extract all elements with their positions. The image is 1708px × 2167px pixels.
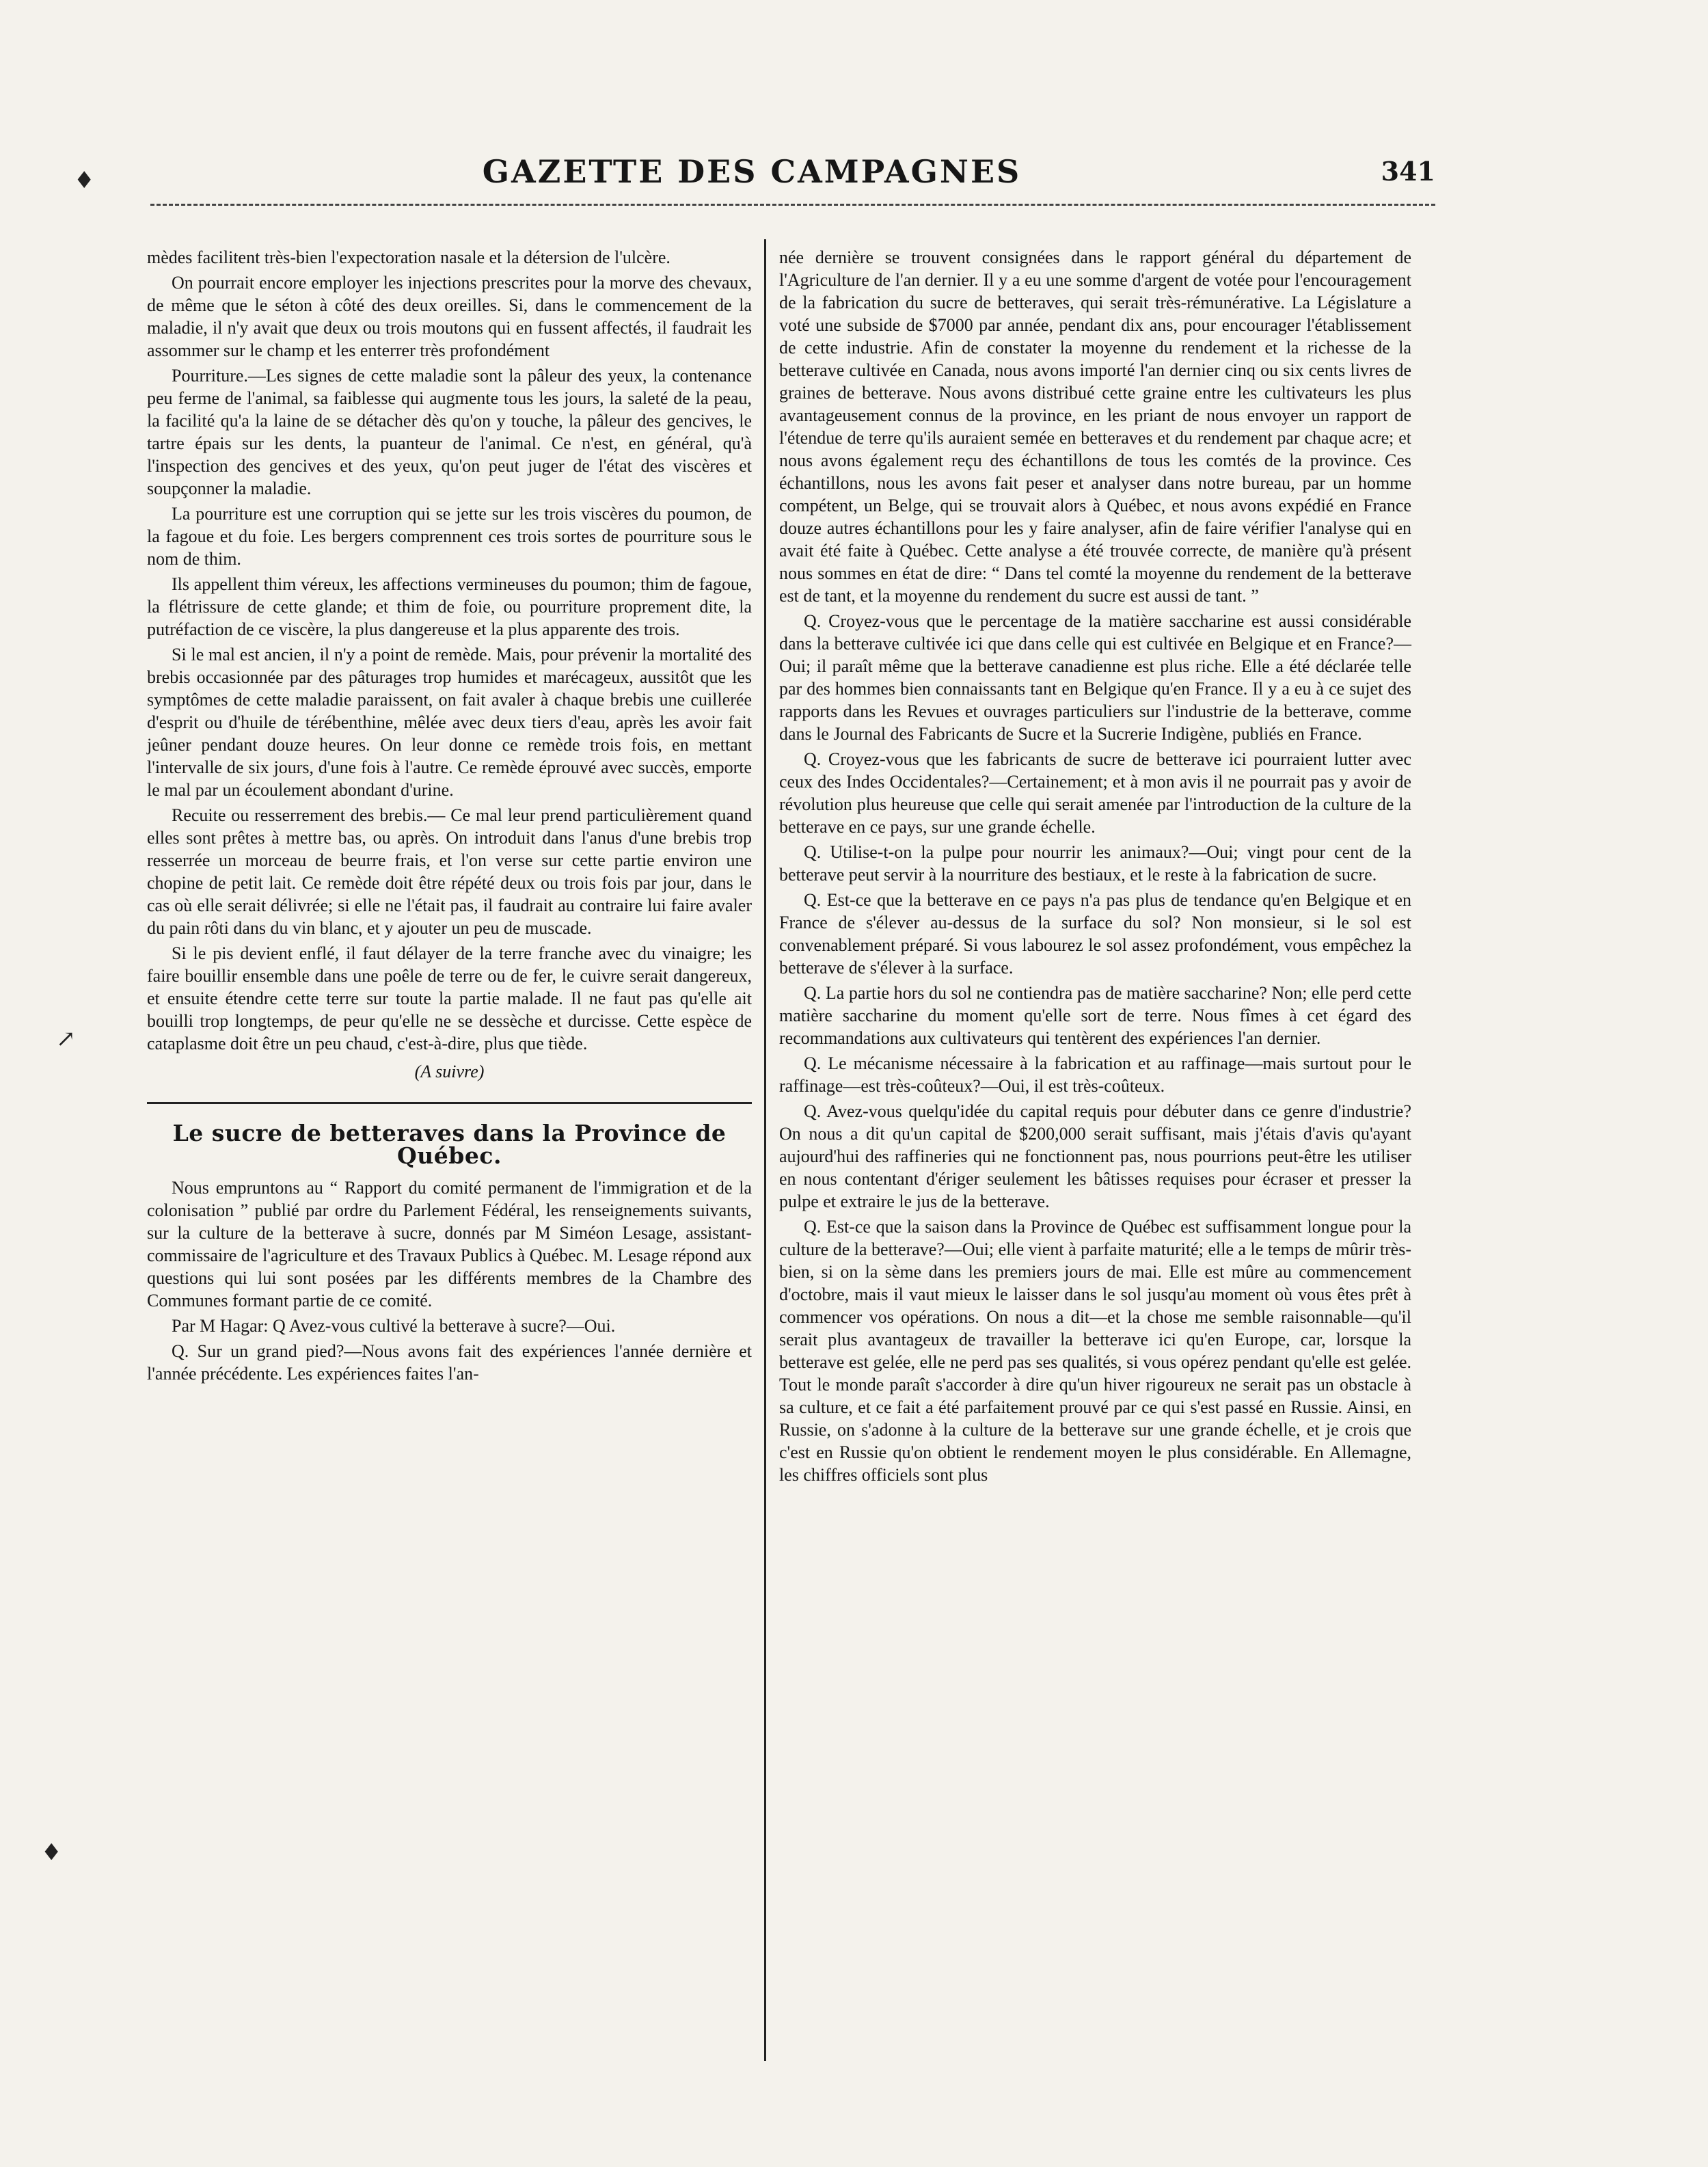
paragraph: Q. Avez-vous quelqu'idée du capital requis pour débuter dans ce genre d'industrie? On nous a dit qu'un capital de $200,000 serait suffisant, mais j'étais d'avis qu'ayant aujourd'hui des raffineries qui ne fonctionnent pas, nous pourrions peut-être les utiliser en nous contentant d'ériger seulement les bâtisses requises pour écraser et presser la pulpe et extraire le jus de la betterave.	[779, 1101, 1411, 1211]
paragraph: Si le pis devient enflé, il faut délayer de la terre franche avec du vinaigre; les faire bouillir ensemble dans une poêle de terre ou de fer, le cuivre serait dangereux, et ensuite étendre cette terre sur toute la partie malade. Il ne faut pas qu'elle ait bouilli trop longtemps, de peur qu'elle ne se dessèche et durcisse. Cette espèce de cataplasme doit être un peu chaud, c'est-à-dire, plus que tiède.	[147, 943, 752, 1053]
paragraph: Q. Le mécanisme nécessaire à la fabrication et au raffinage—mais surtout pour le raffinage—est très-coûteux?—Oui, il est très-coûteux.	[779, 1053, 1411, 1096]
section-divider	[147, 1102, 752, 1104]
paragraph: Q. Croyez-vous que le percentage de la matière saccharine est aussi considérable dans la betterave cultivée ici que dans celle qui est cultivée en Belgique et en France?—Oui; il paraît même que la betterave canadienne est plus riche. Elle a été déclarée telle par des hommes bien connaissants tant en Belgique qu'en France. Il y a eu à ce sujet des rapports dans les Revues et ouvrages particuliers sur l'industrie de la betterave, comme dans le Journal des Fabricants de Sucre et la Sucrerie Indigène, publiés en France.	[779, 611, 1411, 744]
paragraph: La pourriture est une corruption qui se jette sur les trois viscères du poumon, de la fagoue et du foie. Les bergers comprennent ces trois sortes de pourriture sous le nom de thim.	[147, 504, 752, 569]
margin-mark: ↗	[56, 1025, 76, 1053]
paragraph: Nous empruntons au “ Rapport du comité permanent de l'immigration et de la colonisation ” publié par ordre du Parlement Fédéral, les renseignements suivants, sur la culture de la betterave à sucre, donnés par M Siméon Lesage, assistant-commissaire de l'agriculture et des Travaux Publics à Québec. M. Lesage répond aux questions qui lui sont posées par les différents membres de la Chambre des Communes formant partie de ce comité.	[147, 1178, 752, 1310]
paragraph: Q. La partie hors du sol ne contiendra pas de matière saccharine? Non; elle perd cette matière saccharine du moment qu'elle sort de terre. Nous fîmes à cet égard des recommandations aux cultivateurs qui tentèrent des expériences l'an dernier.	[779, 983, 1411, 1048]
right-column	[779, 246, 1411, 1489]
page-header	[68, 153, 1435, 201]
column-separator	[764, 239, 766, 2061]
paragraph: Pourriture.—Les signes de cette maladie sont la pâleur des yeux, la contenance peu ferme de l'animal, sa faiblesse qui augmente tous les jours, la saleté de la peau, la facilité qu'a la laine de se détacher dès qu'on y touche, la pâleur des gencives, le tartre épais sur les dents, la puanteur de l'animal. Ce n'est, en général, qu'à l'inspection des gencives et des yeux, qu'on peut juger de l'état des viscères et soupçonner la maladie.	[147, 366, 752, 498]
paragraph: née dernière se trouvent consignées dans le rapport général du département de l'Agriculture de l'an dernier. Il y a eu une somme d'argent de votée pour l'encouragement de la fabrication du sucre de betteraves, qui serait très-rémunérative. La Législature a voté une subside de $7000 par année, pendant dix ans, pour encourager l'établissement de cette industrie. Afin de constater la moyenne du rendement et la richesse de la betterave cultivée en Canada, nous avons importé l'an dernier cinq ou six cents livres de graines de betterave. Nous avons distribué cette graine entre les cultivateurs les plus avantageusement connus de la province, en les priant de nous envoyer un rapport de l'étendue de terre qu'ils auraient semée en betteraves et du rendement par chaque acre; et nous avons également reçu des échantillons de tous les comtés de la province. Ces échantillons, nous les avons fait peser et analyser dans notre bureau, par un homme compétent, un Belge, qui se trouvait alors à Québec, et nous avons expédié en France douze autres échantillons pour les y faire analyser, afin de faire vérifier l'analyse qui en avait été faite à Québec. Cette analyse a été trouvée correcte, de manière qu'à présent nous sommes en état de dire: “ Dans tel comté la moyenne du rendement de la betterave est de tant, et la moyenne du rendement du sucre est aussi de tant. ”	[779, 247, 1411, 606]
paragraph: Q. Est-ce que la betterave en ce pays n'a pas plus de tendance qu'en Belgique et en France de s'élever au-dessus de la surface du sol? Non monsieur, si le sol est convenablement préparé. Si vous labourez le sol assez profondément, vous empêchez la betterave de s'élever à la surface.	[779, 890, 1411, 978]
paragraph: Q. Sur un grand pied?—Nous avons fait des expériences l'année dernière et l'année précédente. Les expériences faites l'an-	[147, 1341, 752, 1384]
margin-mark: ♦	[74, 167, 95, 194]
to-follow: (A suivre)	[414, 1062, 485, 1081]
paragraph: Si le mal est ancien, il n'y a point de remède. Mais, pour prévenir la mortalité des brebis occasionnée par des pâturages trop humides et marécageux, aussitôt que les symptômes de cette maladie paraissent, on fait avaler à chaque brebis une cuillerée d'esprit ou d'huile de térébenthine, mêlée avec deux tiers d'eau, après les avoir fait jeûner pendant douze heures. On leur donne ce remède trois fois, en mettant l'intervalle de six jours, d'une fois à l'autre. Ce remède éprouvé avec succès, emporte le mal par un écoulement abondant d'urine.	[147, 645, 752, 800]
paragraph: Par M Hagar: Q Avez-vous cultivé la betterave à sucre?—Oui.	[172, 1316, 616, 1336]
article-title: Le sucre de betteraves dans la Province de Québec.	[172, 1120, 727, 1169]
left-column	[147, 246, 752, 1388]
header-rule	[150, 204, 1435, 206]
margin-mark: ♦	[41, 1839, 62, 1866]
paragraph: Recuite ou resserrement des brebis.— Ce mal leur prend particulièrement quand elles sont prêtes à mettre bas, ou après. On introduit dans l'anus d'une brebis trop resserrée un morceau de beurre frais, et l'on verse sur cette partie environ une chopine de petit lait. Ce remède doit être répété deux ou trois fois par jour, dans le cas où elle serait délivrée; si elle ne l'était pas, il faudrait au contraire lui faire avaler du pain rôti dans du vin blanc, et y ajouter un peu de muscade.	[147, 805, 752, 938]
page-number: 341	[1381, 156, 1435, 187]
paragraph: Q. Croyez-vous que les fabricants de sucre de betterave ici pourraient lutter avec ceux des Indes Occidentales?—Certainement; et à mon avis il ne pourrait pas y avoir de révolution plus heureuse que celle qui serait amenée par l'introduction de la culture de la betterave en ce pays, sur une grande échelle.	[779, 749, 1411, 837]
paragraph: mèdes facilitent très-bien l'expectoration nasale et la détersion de l'ulcère.	[147, 247, 670, 267]
paragraph: Ils appellent thim véreux, les affections vermineuses du poumon; thim de fagoue, la flétrissure de cette glande; et thim de foie, ou pourriture proprement dite, la putréfaction de ce viscère, la plus dangereuse et la plus apparente des trois.	[147, 574, 752, 639]
paragraph: Q. Utilise-t-on la pulpe pour nourrir les animaux?—Oui; vingt pour cent de la betterave peut servir à la nourriture des bestiaux, et le reste à la fabrication de sucre.	[779, 842, 1411, 885]
paragraph: On pourrait encore employer les injections prescrites pour la morve des chevaux, de même que le séton à côté des deux oreilles. Si, dans le commencement de la maladie, il n'y avait que deux ou trois moutons qui en fussent affectés, il faudrait les assommer sur le champ et les enterrer très profondément	[147, 273, 752, 360]
paragraph: Q. Est-ce que la saison dans la Province de Québec est suffisamment longue pour la culture de la betterave?—Oui; elle vient à parfaite maturité; elle a le temps de mûrir très-bien, si on la sème dans les premiers jours de mai. Elle est mûre au commencement d'octobre, mais il vaut mieux le laisser dans le sol jusqu'au moment où vous êtes prêt à commencer vos opérations. On nous a dit—et la chose me semble raisonnable—qu'il serait plus avantageux de travailler la betterave ici qu'en Europe, car, lorsque la betterave est gelée, elle ne perd pas ses qualités, si vous opérez pendant qu'elle est gelée. Tout le monde paraît s'accorder à dire qu'un hiver rigoureux ne serait pas un obstacle à sa culture, et ce fait a été parfaitement prouvé par ce qui s'est passé en Russie. Ainsi, en Russie, on s'adonne à la culture de la betterave sur une grande échelle, et je crois que c'est en Russie qu'on obtient le rendement moyen le plus considérable. En Allemagne, les chiffres officiels sont plus	[779, 1217, 1411, 1485]
page-title: GAZETTE DES CAMPAGNES	[482, 153, 1022, 190]
